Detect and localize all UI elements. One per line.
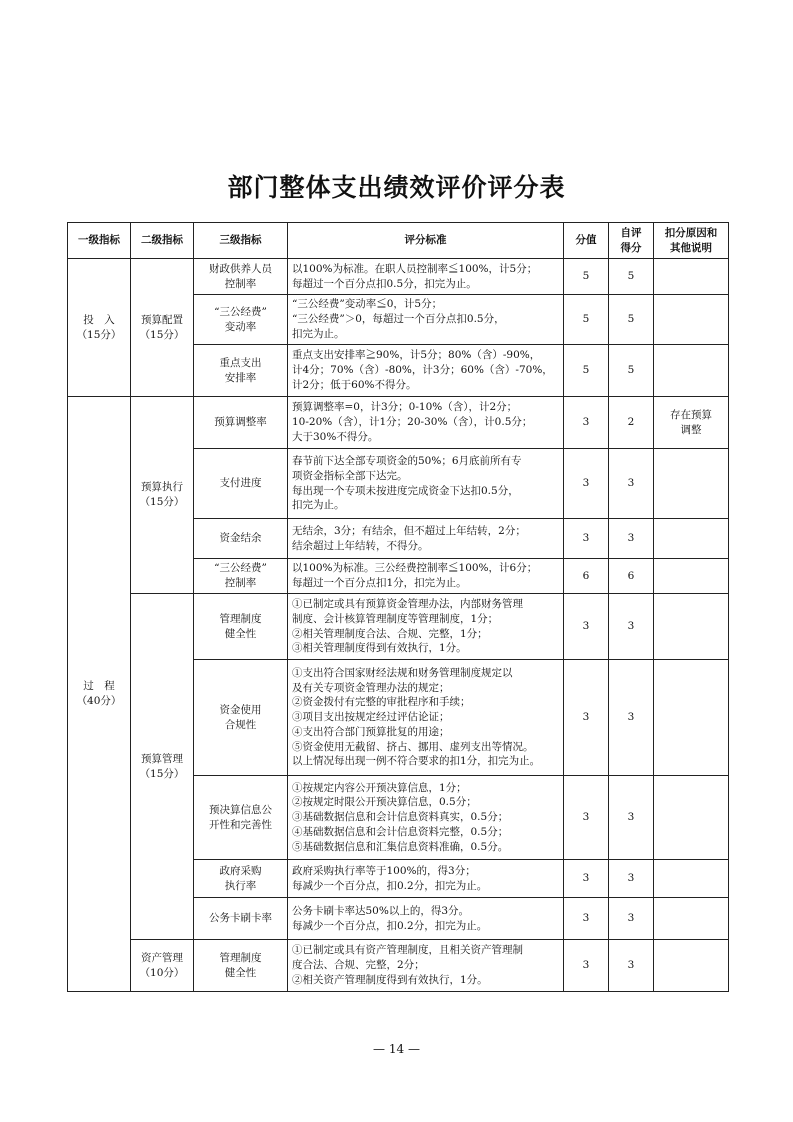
table-row xyxy=(68,259,729,295)
page-number: — 14 — xyxy=(373,1042,420,1056)
header-remarks: 扣分原因和 其他说明 xyxy=(654,223,729,259)
score-cell: 5 xyxy=(564,259,609,295)
level3-cell: “三公经费” 变动率 xyxy=(194,295,288,345)
remarks-cell xyxy=(654,519,729,559)
header-score: 分值 xyxy=(564,223,609,259)
header-level3: 三级指标 xyxy=(194,223,288,259)
header-level2: 二级指标 xyxy=(131,223,194,259)
criteria-cell: 公务卡刷卡率达50%以上的，得3分。 每减少一个百分点，扣0.2分，扣完为止。 xyxy=(288,898,564,940)
page-title: 部门整体支出绩效评价评分表 xyxy=(227,173,566,202)
level3-cell: 资金结余 xyxy=(194,519,288,559)
self-score-cell: 5 xyxy=(609,259,654,295)
subgroup-budget-exec: 预算执行 （15分） xyxy=(131,397,194,594)
remarks-cell xyxy=(654,594,729,660)
table-row xyxy=(68,397,729,449)
subgroup-budget-mgmt: 预算管理 （15分） xyxy=(131,594,194,940)
level3-cell: 政府采购 执行率 xyxy=(194,860,288,898)
self-score-cell: 3 xyxy=(609,660,654,776)
criteria-cell: ①支出符合国家财经法规和财务管理制度规定以 及有关专项资金管理办法的规定； ②资金拨付有完整的审批程序和手续； ③项目支出按规定经过评估论证； ④支出符合部门预算批复的用途； ⑤资金使用无截留、挤占、挪用、虚列支出等情况。 以上情况每出现一例不符合要求的扣1分，扣完为止。 xyxy=(288,660,564,776)
level3-cell: 管理制度 健全性 xyxy=(194,594,288,660)
criteria-cell: ①已制定或具有预算资金管理办法，内部财务管理 制度、会计核算管理制度等管理制度，1分； ②相关管理制度合法、合规、完整，1分； ③相关管理制度得到有效执行，1分。 xyxy=(288,594,564,660)
score-table xyxy=(67,222,729,992)
criteria-cell: 春节前下达全部专项资金的50%；6月底前所有专 项资金指标全部下达完。 每出现一个专项未按进度完成资金下达扣0.5分， 扣完为止。 xyxy=(288,449,564,519)
self-score-cell: 3 xyxy=(609,898,654,940)
self-score-cell: 3 xyxy=(609,449,654,519)
score-cell: 3 xyxy=(564,860,609,898)
subgroup-budget-config: 预算配置 （15分） xyxy=(131,259,194,397)
criteria-cell: “三公经费”变动率≦0，计5分； “三公经费”＞0，每超过一个百分点扣0.5分， 扣完为止。 xyxy=(288,295,564,345)
remarks-cell xyxy=(654,860,729,898)
header-level1: 一级指标 xyxy=(68,223,131,259)
criteria-cell: 以100%为标准。在职人员控制率≦100%，计5分； 每超过一个百分点扣0.5分，扣完为止。 xyxy=(288,259,564,295)
self-score-cell: 5 xyxy=(609,345,654,397)
remarks-cell xyxy=(654,660,729,776)
score-cell: 3 xyxy=(564,449,609,519)
remarks-cell: 存在预算 调整 xyxy=(654,397,729,449)
self-score-cell: 2 xyxy=(609,397,654,449)
header-criteria: 评分标准 xyxy=(288,223,564,259)
self-score-cell: 3 xyxy=(609,776,654,860)
remarks-cell xyxy=(654,295,729,345)
level3-cell: 支付进度 xyxy=(194,449,288,519)
score-cell: 3 xyxy=(564,776,609,860)
score-cell: 3 xyxy=(564,397,609,449)
group-process: 过 程 （40分） xyxy=(68,397,131,992)
table-header-row xyxy=(68,223,729,259)
remarks-cell xyxy=(654,898,729,940)
score-cell: 3 xyxy=(564,660,609,776)
score-cell: 6 xyxy=(564,559,609,594)
table-row xyxy=(68,594,729,660)
criteria-cell: 预算调整率=0，计3分；0-10%（含），计2分； 10-20%（含），计1分；20-30%（含），计0.5分； 大于30%不得分。 xyxy=(288,397,564,449)
criteria-cell: 以100%为标准。三公经费控制率≦100%，计6分； 每超过一个百分点扣1分，扣完为止。 xyxy=(288,559,564,594)
self-score-cell: 6 xyxy=(609,559,654,594)
score-cell: 5 xyxy=(564,295,609,345)
level3-cell: 资金使用 合规性 xyxy=(194,660,288,776)
self-score-cell: 5 xyxy=(609,295,654,345)
level3-cell: “三公经费” 控制率 xyxy=(194,559,288,594)
score-cell: 5 xyxy=(564,345,609,397)
group-input: 投 入 （15分） xyxy=(68,259,131,397)
score-cell: 3 xyxy=(564,940,609,992)
level3-cell: 财政供养人员 控制率 xyxy=(194,259,288,295)
criteria-cell: 重点支出安排率≧90%，计5分；80%（含）-90%， 计4分；70%（含）-80%，计3分；60%（含）-70%， 计2分；低于60%不得分。 xyxy=(288,345,564,397)
remarks-cell xyxy=(654,259,729,295)
score-cell: 3 xyxy=(564,898,609,940)
self-score-cell: 3 xyxy=(609,860,654,898)
criteria-cell: 无结余，3分；有结余，但不超过上年结转，2分； 结余超过上年结转，不得分。 xyxy=(288,519,564,559)
remarks-cell xyxy=(654,345,729,397)
subgroup-asset-mgmt: 资产管理 （10分） xyxy=(131,940,194,992)
remarks-cell xyxy=(654,449,729,519)
self-score-cell: 3 xyxy=(609,519,654,559)
level3-cell: 预算调整率 xyxy=(194,397,288,449)
header-self-score: 自评 得分 xyxy=(609,223,654,259)
criteria-cell: ①已制定或具有资产管理制度，且相关资产管理制 度合法、合规、完整，2分； ②相关资产管理制度得到有效执行，1分。 xyxy=(288,940,564,992)
level3-cell: 公务卡刷卡率 xyxy=(194,898,288,940)
level3-cell: 预决算信息公 开性和完善性 xyxy=(194,776,288,860)
level3-cell: 重点支出 安排率 xyxy=(194,345,288,397)
table-row xyxy=(68,940,729,992)
self-score-cell: 3 xyxy=(609,594,654,660)
remarks-cell xyxy=(654,776,729,860)
level3-cell: 管理制度 健全性 xyxy=(194,940,288,992)
remarks-cell xyxy=(654,940,729,992)
remarks-cell xyxy=(654,559,729,594)
criteria-cell: ①按规定内容公开预决算信息，1分； ②按规定时限公开预决算信息，0.5分； ③基础数据信息和会计信息资料真实，0.5分； ④基础数据信息和会计信息资料完整，0.5分； ⑤基础数据信息和汇集信息资料准确，0.5分。 xyxy=(288,776,564,860)
score-cell: 3 xyxy=(564,519,609,559)
criteria-cell: 政府采购执行率等于100%的，得3分； 每减少一个百分点，扣0.2分，扣完为止。 xyxy=(288,860,564,898)
score-cell: 3 xyxy=(564,594,609,660)
self-score-cell: 3 xyxy=(609,940,654,992)
